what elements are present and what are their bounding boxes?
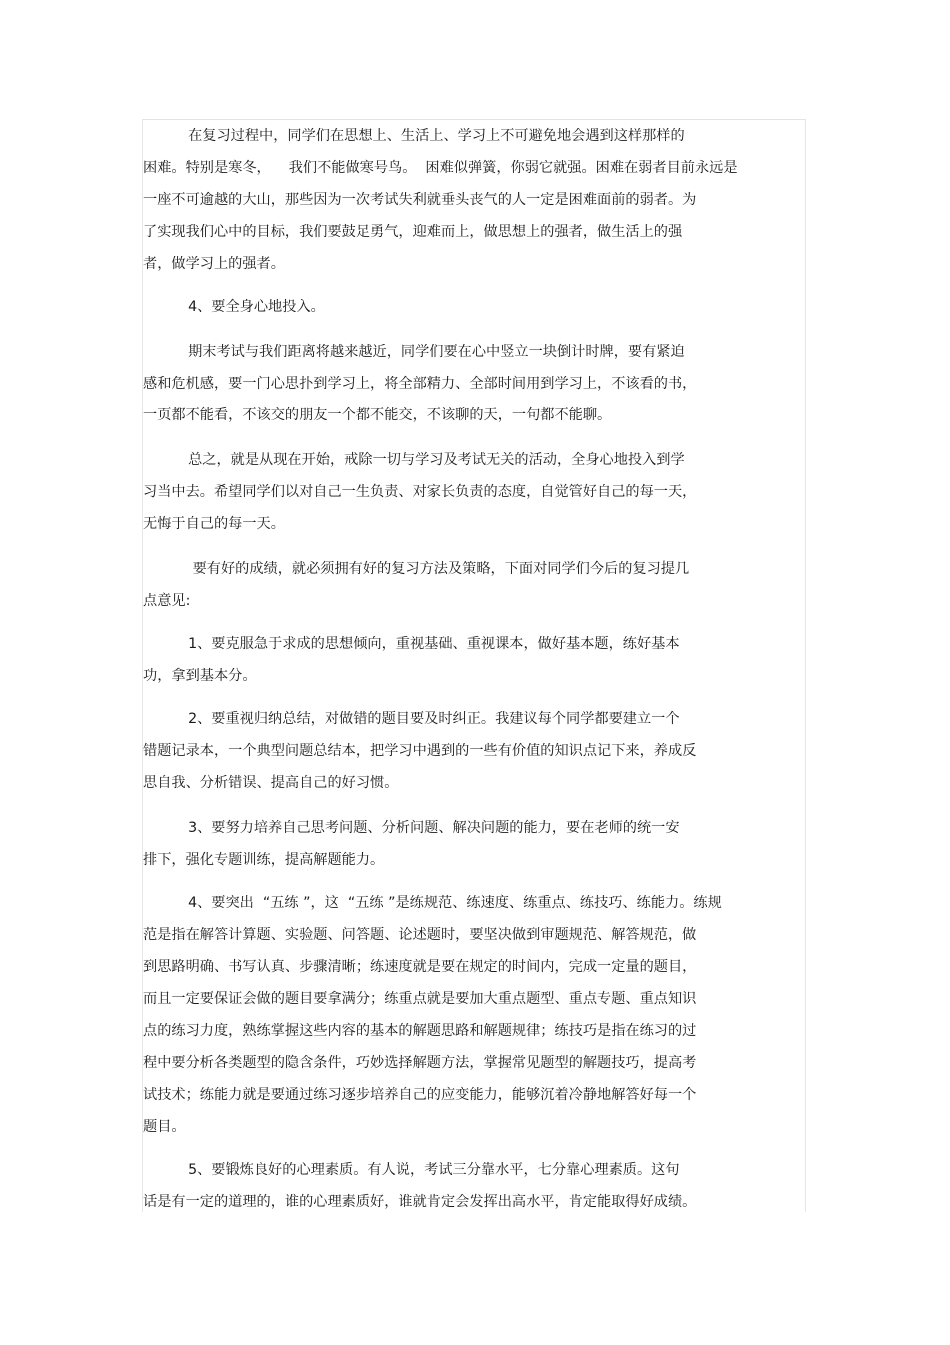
text-line: 4、要突出 “五练 ”，这 “五练 ”是练规范、练速度、练重点、练技巧、练能力。练规 [143, 895, 722, 911]
text-line: 期末考试与我们距离将越来越近，同学们要在心中竖立一块倒计时牌，要有紧迫 [143, 344, 685, 360]
text-line: 在复习过程中，同学们在思想上、生活上、学习上不可避免地会遇到这样那样的 [143, 128, 685, 144]
text-line: 困难。特别是寒冬， 我们不能做寒号鸟。 困难似弹簧，你弱它就强。困难在弱者目前永远是 [143, 160, 738, 176]
text-line: 到思路明确、书写认真、步骤清晰；练速度就是要在规定的时间内，完成一定量的题目， [143, 959, 697, 975]
text-line: 一座不可逾越的大山，那些因为一次考试失利就垂头丧气的人一定是困难面前的弱者。为 [143, 192, 697, 208]
text-line: 者，做学习上的强者。 [143, 256, 285, 272]
text-line: 习当中去。希望同学们以对自己一生负责、对家长负责的态度，自觉管好自己的每一天， [143, 484, 697, 500]
text-line: 一页都不能看，不该交的朋友一个都不能交，不该聊的天，一句都不能聊。 [143, 407, 612, 423]
text-line: 而且一定要保证会做的题目要拿满分；练重点就是要加大重点题型、重点专题、重点知识 [143, 991, 697, 1007]
text-line: 思自我、分析错误、提高自己的好习惯。 [143, 775, 399, 791]
text-line: 4、要全身心地投入。 [143, 299, 325, 315]
text-line: 话是有一定的道理的，谁的心理素质好，谁就肯定会发挥出高水平，肯定能取得好成绩。 [143, 1194, 697, 1210]
text-line: 范是指在解答计算题、实验题、问答题、论述题时，要坚决做到审题规范、解答规范，做 [143, 927, 697, 943]
text-line: 点意见: [143, 593, 191, 609]
text-line: 题目。 [143, 1119, 186, 1135]
text-line: 5、要锻炼良好的心理素质。有人说，考试三分靠水平，七分靠心理素质。这句 [143, 1162, 680, 1178]
text-line: 功，拿到基本分。 [143, 668, 257, 684]
text-line: 总之，就是从现在开始，戒除一切与学习及考试无关的活动，全身心地投入到学 [143, 452, 685, 468]
text-line: 点的练习力度，熟练掌握这些内容的基本的解题思路和解题规律；练技巧是指在练习的过 [143, 1023, 697, 1039]
text-line: 要有好的成绩，就必须拥有好的复习方法及策略，下面对同学们今后的复习提几 [143, 561, 690, 577]
text-line: 程中要分析各类题型的隐含条件，巧妙选择解题方法，掌握常见题型的解题技巧，提高考 [143, 1055, 697, 1071]
text-line: 1、要克服急于求成的思想倾向，重视基础、重视课本，做好基本题，练好基本 [143, 636, 680, 652]
text-line: 了实现我们心中的目标，我们要鼓足勇气，迎难而上，做思想上的强者，做生活上的强 [143, 224, 683, 240]
text-line: 试技术；练能力就是要通过练习逐步培养自己的应变能力，能够沉着冷静地解答好每一个 [143, 1087, 697, 1103]
text-line: 2、要重视归纳总结，对做错的题目要及时纠正。我建议每个同学都要建立一个 [143, 711, 680, 727]
text-line: 3、要努力培养自己思考问题、分析问题、解决问题的能力，要在老师的统一安 [143, 820, 680, 836]
text-line: 排下，强化专题训练，提高解题能力。 [143, 852, 385, 868]
text-line: 错题记录本，一个典型问题总结本，把学习中遇到的一些有价值的知识点记下来，养成反 [143, 743, 697, 759]
text-line: 无悔于自己的每一天。 [143, 516, 285, 532]
text-line: 感和危机感，要一门心思扑到学习上，将全部精力、全部时间用到学习上，不该看的书， [143, 376, 697, 392]
